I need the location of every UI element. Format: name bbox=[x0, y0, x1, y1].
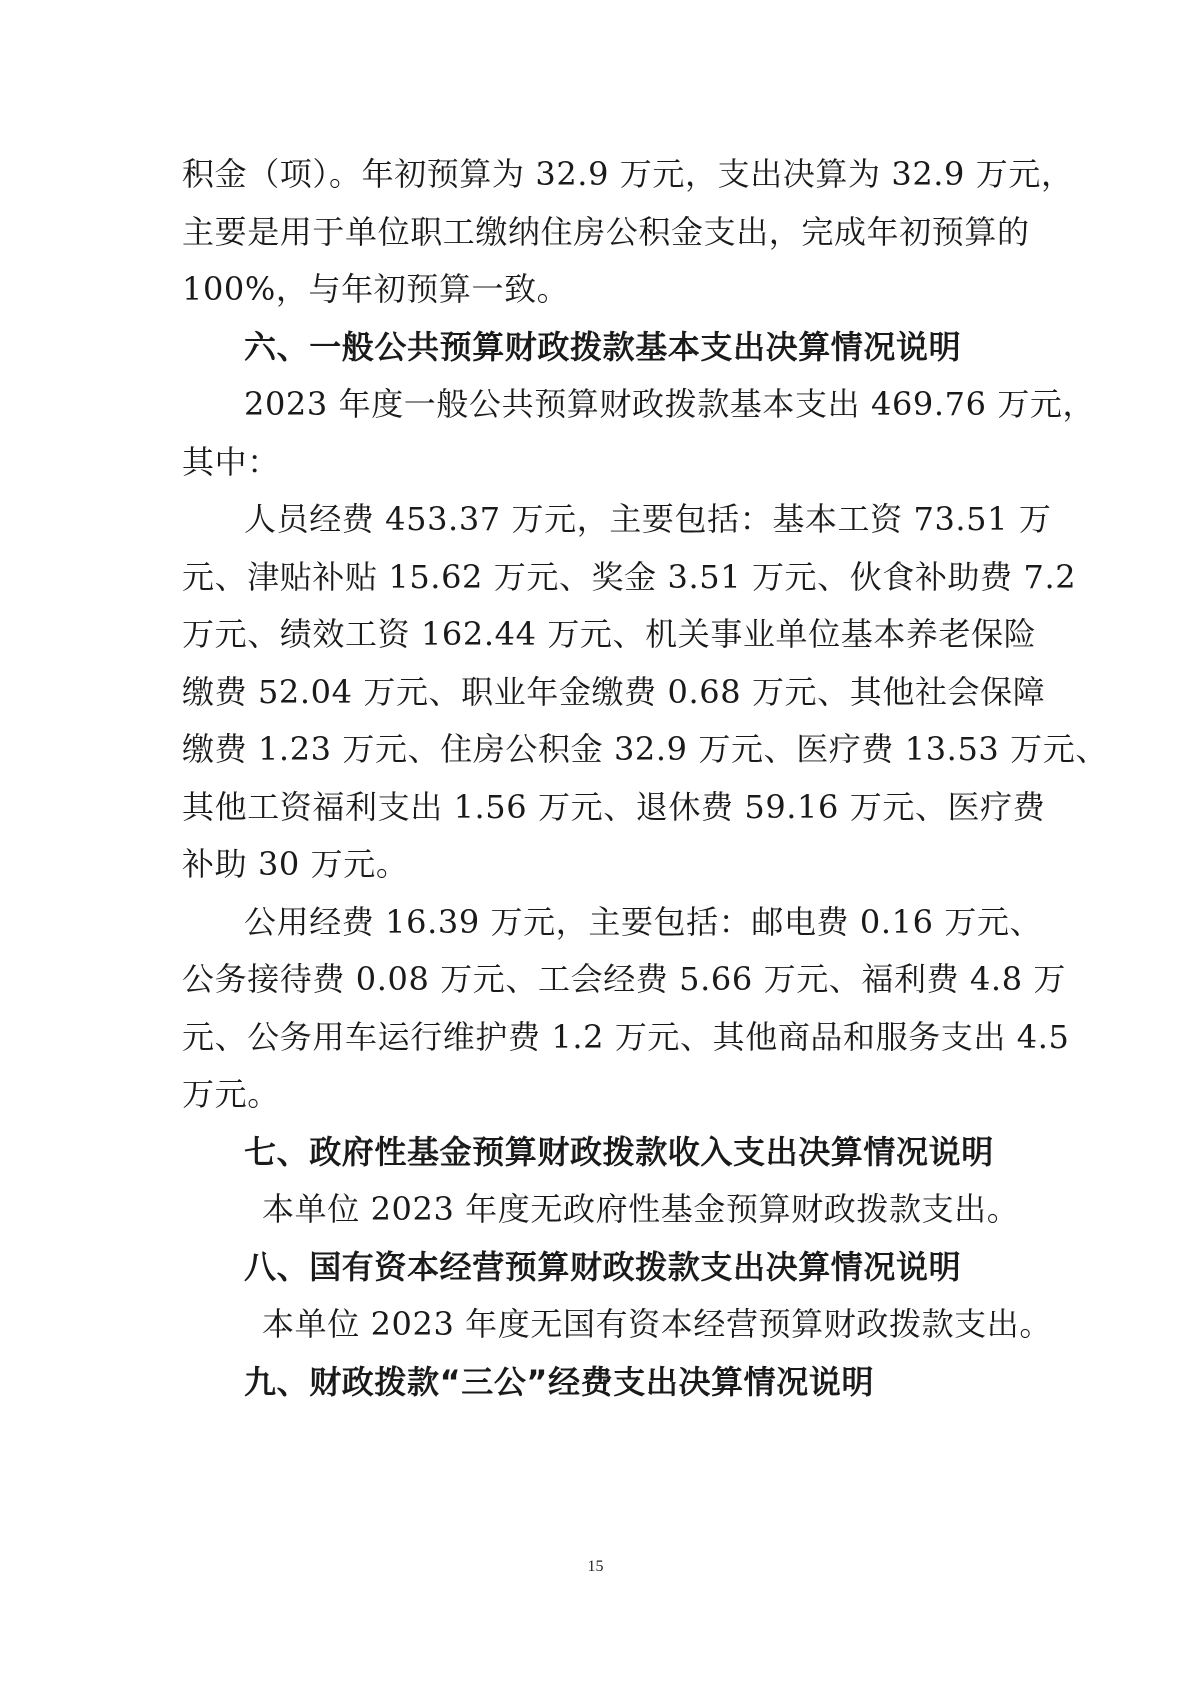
text-line: 100%，与年初预算一致。 bbox=[182, 270, 570, 308]
text-line: 缴费 1.23 万元、住房公积金 32.9 万元、医疗费 13.53 万元、 bbox=[182, 730, 1108, 768]
text-line: 本单位 2023 年度无政府性基金预算财政拨款支出。 bbox=[262, 1190, 1020, 1228]
text-line: 补助 30 万元。 bbox=[182, 845, 409, 883]
text-line: 万元。 bbox=[182, 1075, 280, 1113]
text-line: 人员经费 453.37 万元，主要包括：基本工资 73.51 万 bbox=[244, 500, 1052, 538]
text-line: 其他工资福利支出 1.56 万元、退休费 59.16 万元、医疗费 bbox=[182, 787, 1046, 826]
section-heading-9: 九、财政拨款“三公”经费支出决算情况说明 bbox=[244, 1362, 875, 1401]
text-line: 本单位 2023 年度无国有资本经营预算财政拨款支出。 bbox=[262, 1305, 1052, 1343]
text-line: 元、津贴补贴 15.62 万元、奖金 3.51 万元、伙食补助费 7.2 bbox=[182, 557, 1077, 596]
text-line: 其中： bbox=[182, 442, 280, 481]
text-line: 主要是用于单位职工缴纳住房公积金支出，完成年初预算的 bbox=[182, 212, 1030, 251]
section-heading-6: 六、一般公共预算财政拨款基本支出决算情况说明 bbox=[244, 327, 962, 366]
section-heading-7: 七、政府性基金预算财政拨款收入支出决算情况说明 bbox=[244, 1132, 994, 1171]
page-body bbox=[182, 146, 1108, 1411]
text-line: 元、公务用车运行维护费 1.2 万元、其他商品和服务支出 4.5 bbox=[182, 1017, 1070, 1056]
page-number: 15 bbox=[587, 1558, 604, 1575]
text-line: 公用经费 16.39 万元，主要包括：邮电费 0.16 万元、 bbox=[244, 902, 1043, 941]
text-line: 2023 年度一般公共预算财政拨款基本支出 469.76 万元， bbox=[244, 385, 1096, 423]
text-line: 积金（项）。年初预算为 32.9 万元，支出决算为 32.9 万元， bbox=[182, 155, 1074, 193]
text-line: 公务接待费 0.08 万元、工会经费 5.66 万元、福利费 4.8 万 bbox=[182, 960, 1067, 998]
text-line: 缴费 52.04 万元、职业年金缴费 0.68 万元、其他社会保障 bbox=[182, 672, 1046, 711]
section-heading-8: 八、国有资本经营预算财政拨款支出决算情况说明 bbox=[244, 1247, 962, 1286]
text-line: 万元、绩效工资 162.44 万元、机关事业单位基本养老保险 bbox=[182, 615, 1037, 653]
